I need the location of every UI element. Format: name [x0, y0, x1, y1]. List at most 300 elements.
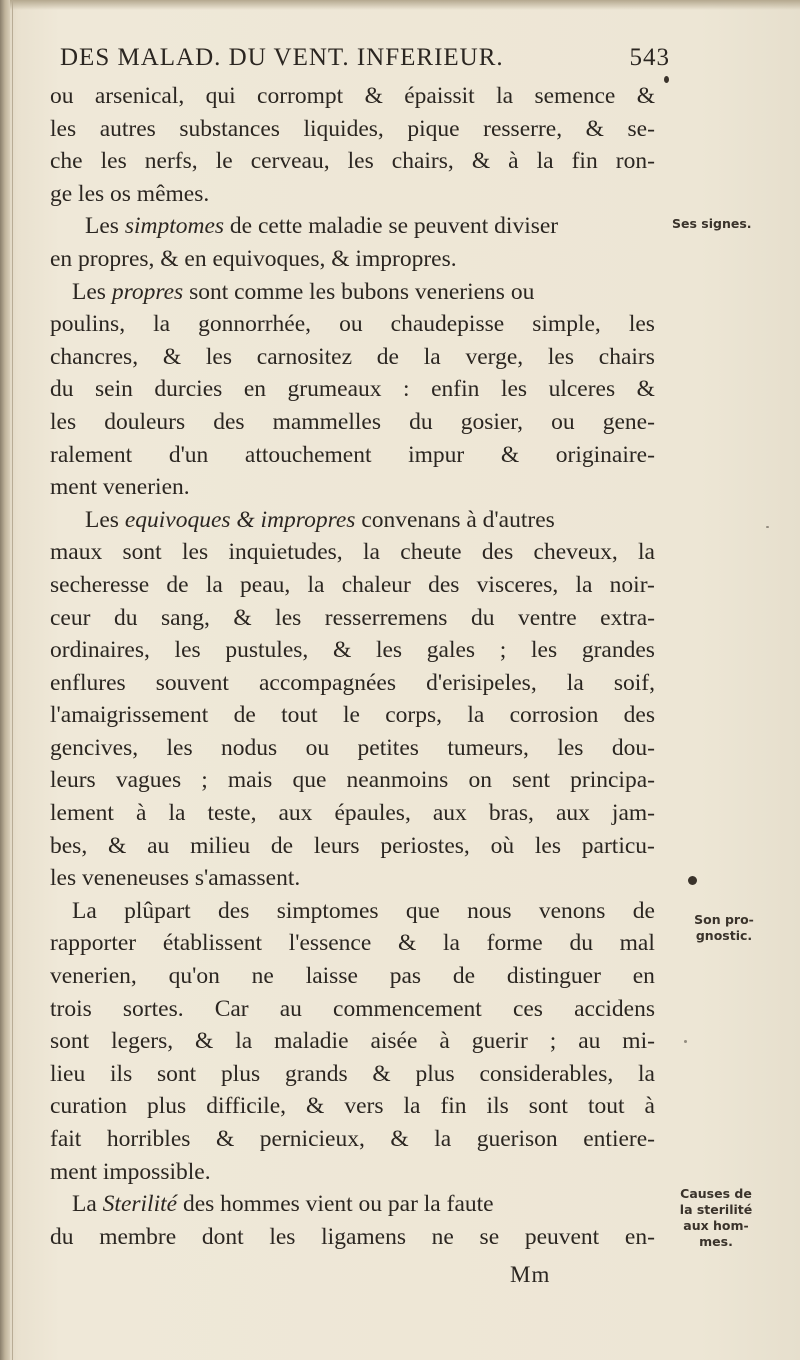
word: mal [619, 930, 655, 957]
word: où [490, 832, 515, 859]
text-line [50, 764, 655, 797]
word: de [632, 897, 655, 924]
word: maux [50, 539, 103, 566]
word: nodus [221, 734, 278, 761]
word: sent [512, 767, 550, 794]
word: poulins, [50, 311, 126, 338]
word: les [557, 734, 584, 761]
italic-term: propres [111, 278, 184, 305]
word: la [467, 702, 485, 729]
word: accidens [574, 995, 655, 1022]
word: les [275, 604, 302, 631]
margin-note-signes [672, 216, 782, 232]
word: de [166, 571, 189, 598]
word: ; [201, 767, 208, 794]
word: membre [99, 1223, 177, 1250]
word: corps, [385, 702, 442, 729]
word: le [342, 702, 360, 729]
word: ou [50, 83, 74, 109]
word: ils [486, 1093, 509, 1120]
word: inquietudes, [228, 539, 343, 566]
word: mi- [622, 1028, 655, 1055]
word: plus [221, 1060, 261, 1087]
word: pernicieux, [259, 1126, 365, 1152]
text-line [50, 113, 655, 146]
text-line [50, 178, 655, 211]
text-line [50, 797, 655, 830]
word: au [147, 832, 170, 859]
word: enflures [50, 669, 126, 696]
line-lead [72, 1188, 494, 1221]
word: mammelles [272, 408, 381, 435]
line-lead [85, 210, 558, 243]
line-text: sont comme les bubons veneriens ou [189, 278, 535, 305]
text-line [50, 862, 655, 895]
word: en [632, 963, 655, 990]
word: pustules, [225, 637, 309, 664]
word: chairs, [391, 148, 454, 175]
text-line [50, 341, 655, 374]
word: maladie [274, 1028, 349, 1055]
word: peau, [240, 571, 291, 598]
word: d'erisipeles, [426, 669, 537, 696]
word: legers, [111, 1028, 174, 1055]
text-line [50, 145, 655, 178]
ink-speck [766, 526, 769, 528]
text-line [50, 634, 655, 667]
word: que [292, 767, 327, 794]
word: venerien, [50, 963, 137, 990]
word: trois [50, 995, 92, 1022]
text-line [50, 993, 655, 1026]
word: à [508, 148, 519, 175]
word: de [452, 963, 476, 990]
paragraph-start-line [50, 504, 655, 537]
word: simptomes [276, 897, 379, 924]
word: la [362, 539, 380, 566]
word: l'amaigrissement [50, 702, 209, 729]
word: ; [499, 637, 507, 664]
word: à [644, 1093, 655, 1120]
word: les [534, 832, 561, 859]
word: leurs [50, 767, 96, 794]
word: la [442, 930, 460, 957]
word: les [182, 539, 209, 566]
word: durcies [154, 376, 223, 403]
word: neanmoins [346, 767, 449, 794]
ink-speck [684, 1040, 687, 1043]
word: qui [205, 83, 236, 109]
word: la [536, 148, 554, 175]
word: au [279, 995, 302, 1022]
word: La [72, 897, 97, 924]
lead-word: La [72, 1191, 97, 1218]
word: attouchement [244, 441, 372, 468]
line-text: les veneneuses s'amassent. [50, 865, 301, 892]
word: particu- [581, 832, 655, 859]
word: laisse [305, 963, 358, 990]
word: vers [344, 1093, 384, 1120]
word: ou [305, 734, 330, 761]
word: lieu [50, 1060, 86, 1087]
word: plûpart [124, 897, 191, 924]
word: la [434, 1126, 452, 1152]
word: épaules, [334, 800, 411, 827]
word: resserre, [483, 115, 563, 142]
margin-note-text: Causes de [680, 1186, 752, 1201]
word: originaire- [555, 441, 655, 468]
word: curation [50, 1093, 127, 1120]
word: la [307, 571, 325, 598]
ink-speck [664, 76, 669, 83]
ink-speck [688, 876, 697, 885]
word: guerir [471, 1028, 528, 1055]
word: petites [357, 734, 419, 761]
word: lement [50, 800, 114, 827]
word: ne [251, 963, 274, 990]
word: la [575, 571, 593, 598]
word: les [269, 1223, 296, 1250]
word: épaissit [404, 83, 475, 109]
word: la [235, 1028, 253, 1055]
word: soif, [613, 669, 655, 696]
lead-word: Les [85, 506, 119, 533]
word: gales [426, 637, 476, 664]
text-line [50, 1025, 655, 1058]
word: ventre [517, 604, 577, 631]
word: qu'on [168, 963, 220, 990]
page-top-shadow [0, 0, 800, 10]
word: grandes [581, 637, 655, 664]
word: de [233, 702, 256, 729]
word: les [347, 148, 374, 175]
word: considerables, [479, 1060, 614, 1087]
italic-term: Sterilité [102, 1191, 178, 1218]
word: du [113, 604, 138, 631]
word: sont [122, 539, 162, 566]
word: du [470, 604, 495, 631]
word: aux [555, 800, 590, 827]
word: les [50, 115, 77, 142]
text-line [50, 1090, 655, 1123]
word: ou [339, 311, 363, 338]
text-line [50, 439, 655, 472]
word: la [423, 343, 441, 370]
word: tout [281, 702, 318, 729]
word: gene- [602, 408, 655, 435]
running-head-title: DES MALAD. DU VENT. INFERIEUR. [60, 44, 504, 71]
word: des [213, 408, 245, 435]
lead-word: Les [85, 213, 119, 240]
word: & [332, 637, 352, 664]
word: & [372, 1060, 391, 1087]
margin-note-text: aux hom- [683, 1218, 749, 1233]
word: pique [407, 115, 460, 142]
word: ulceres [548, 376, 616, 403]
word: sont [528, 1093, 568, 1120]
text-line [50, 602, 655, 635]
margin-note-text: Ses signes. [672, 216, 752, 231]
word: fin [440, 1093, 467, 1120]
page-binding-edge [0, 0, 10, 1360]
text-line [50, 471, 655, 504]
word: en [243, 376, 267, 403]
word: ces [512, 995, 543, 1022]
line-text: ment venerien. [50, 474, 190, 501]
word: souvent [155, 669, 229, 696]
word: sein [95, 376, 133, 403]
word: & [397, 930, 417, 957]
word: & [585, 115, 604, 142]
text-line [50, 1123, 655, 1156]
word: nous [467, 897, 512, 924]
word: commencement [333, 995, 482, 1022]
word: & [215, 1126, 235, 1152]
body-text [50, 80, 655, 1253]
word: difficile, [206, 1093, 287, 1120]
text-line [50, 1058, 655, 1091]
word: forme [486, 930, 543, 957]
word: gencives, [50, 734, 139, 761]
word: milieu [190, 832, 251, 859]
word: corrosion [509, 702, 599, 729]
margin-note-causes [666, 1186, 766, 1250]
word: plus [415, 1060, 455, 1087]
text-line [50, 373, 655, 406]
word: en- [624, 1223, 655, 1250]
word: du [569, 930, 593, 957]
word: peuvent [524, 1223, 600, 1250]
word: la [403, 1093, 421, 1120]
word: semence [534, 83, 616, 109]
word: tumeurs, [447, 734, 529, 761]
word: chairs [598, 343, 655, 370]
word: on [468, 767, 492, 794]
word: & [162, 343, 182, 370]
paragraph-start-line [50, 210, 655, 243]
word: che [50, 148, 83, 175]
word: gosier, [460, 408, 524, 435]
word: les [166, 734, 193, 761]
text-line [50, 406, 655, 439]
paragraph-start-line [50, 276, 655, 309]
word: noir- [609, 571, 655, 598]
word: à [136, 800, 147, 827]
word: aux [432, 800, 467, 827]
word: corrompt [257, 83, 344, 109]
word: fin [571, 148, 598, 175]
word: les [375, 637, 403, 664]
line-text: ge les os mêmes. [50, 180, 210, 207]
word: & [500, 441, 520, 468]
word: teste, [207, 800, 257, 827]
margin-note-text: la sterilité [679, 1202, 753, 1217]
margin-note-text: mes. [699, 1234, 733, 1249]
word: ne [431, 1223, 454, 1250]
word: jam- [611, 800, 655, 827]
text-line [50, 80, 655, 113]
word: la [638, 539, 655, 566]
word: la [168, 800, 186, 827]
line-text: de cette maladie se peuvent diviser [229, 213, 559, 240]
word: la [566, 669, 584, 696]
paragraph-start-line [50, 1188, 655, 1221]
word: la [638, 1060, 655, 1087]
word: douleurs [104, 408, 186, 435]
italic-term: equivoques & impropres [124, 506, 356, 533]
word: ils [110, 1060, 133, 1087]
word: ou [551, 408, 575, 435]
lead-word: Les [72, 278, 106, 305]
word: cheute [400, 539, 462, 566]
italic-term: simptomes [124, 213, 225, 240]
text-line [50, 960, 655, 993]
word: les [628, 311, 655, 338]
word: extra- [600, 604, 655, 631]
word: la [205, 571, 223, 598]
word: simple, [532, 311, 601, 338]
line-lead [85, 504, 555, 537]
word: sont [157, 1060, 197, 1087]
word: de [270, 832, 294, 859]
word: & [108, 832, 127, 859]
word: & [364, 83, 383, 109]
line-text: convenans à d'autres [361, 506, 555, 533]
word: : [403, 376, 410, 403]
word: d'un [168, 441, 209, 468]
word: se- [627, 115, 655, 142]
word: des [428, 571, 460, 598]
word: & [471, 148, 491, 175]
word: bras, [488, 800, 534, 827]
word: grumeaux [287, 376, 382, 403]
word: aux [278, 800, 313, 827]
margin-note-text: Son pro- [694, 912, 754, 927]
word: ; [549, 1028, 557, 1055]
text-line [50, 927, 655, 960]
word: visceres, [476, 571, 559, 598]
word: nerfs, [144, 148, 198, 175]
word: carnositez [256, 343, 353, 370]
line-text: en propres, & en equivoques, & impropres. [50, 245, 457, 272]
word: verge, [465, 343, 524, 370]
margin-note-text: gnostic. [695, 928, 753, 943]
line-text: ment impossible. [50, 1158, 211, 1185]
word: gonnorrhée, [198, 311, 312, 338]
word: les [500, 376, 528, 403]
text-line [50, 732, 655, 765]
word: cerveau, [250, 148, 330, 175]
word: les [50, 408, 77, 435]
text-line [50, 243, 655, 276]
word: la [153, 311, 171, 338]
word: fait [50, 1126, 82, 1152]
word: sont [50, 1028, 90, 1055]
word: du [50, 1223, 74, 1250]
line-lead [72, 276, 534, 309]
word: plus [147, 1093, 187, 1120]
word: mais [227, 767, 273, 794]
word: cheveux, [533, 539, 618, 566]
word: dou- [611, 734, 655, 761]
word: & [306, 1093, 325, 1120]
word: accompagnées [258, 669, 396, 696]
word: Car [214, 995, 249, 1022]
word: dont [201, 1223, 244, 1250]
word: guerison [476, 1126, 558, 1152]
text-line [50, 1156, 655, 1189]
word: arsenical, [94, 83, 185, 109]
text-line [50, 1221, 655, 1254]
word: chaleur [341, 571, 411, 598]
word: venons [538, 897, 606, 924]
paragraph-start-line [50, 895, 655, 928]
word: établissent [162, 930, 263, 957]
text-line [50, 667, 655, 700]
word: principa- [570, 767, 655, 794]
text-line [50, 699, 655, 732]
word: liquides, [303, 115, 384, 142]
word: de [376, 343, 399, 370]
word: bes, [50, 832, 88, 859]
word: tout [587, 1093, 625, 1120]
word: ordinaires, [50, 637, 150, 664]
text-line [50, 830, 655, 863]
word: impur [408, 441, 465, 468]
word: ralement [50, 441, 133, 468]
word: les [531, 637, 558, 664]
word: pas [389, 963, 422, 990]
page-number: 543 [629, 44, 670, 71]
word: des [623, 702, 655, 729]
word: ceur [50, 604, 91, 631]
word: distinguer [506, 963, 601, 990]
word: ligamens [321, 1223, 406, 1250]
word: le [215, 148, 233, 175]
word: sortes. [122, 995, 184, 1022]
word: les [100, 148, 127, 175]
binding-line [12, 0, 13, 1360]
word: & [636, 376, 655, 403]
word: & [390, 1126, 409, 1152]
word: chaudepisse [390, 311, 505, 338]
word: horribles [106, 1126, 191, 1152]
word: & [636, 83, 655, 109]
word: du [50, 376, 74, 403]
word: sang, [160, 604, 210, 631]
text-line [50, 536, 655, 569]
line-text: des hommes vient ou par la faute [182, 1191, 494, 1218]
word: & [233, 604, 252, 631]
text-line [50, 308, 655, 341]
word: periostes, [380, 832, 470, 859]
word: resserremens [324, 604, 448, 631]
word: leurs [313, 832, 360, 859]
word: des [218, 897, 250, 924]
word: les [547, 343, 574, 370]
word: rapporter [50, 930, 137, 957]
word: secheresse [50, 571, 150, 598]
word: vagues [115, 767, 182, 794]
signature-mark: Mm [510, 1262, 551, 1287]
word: des [481, 539, 514, 566]
word: au [578, 1028, 601, 1055]
word: les [174, 637, 201, 664]
word: les [205, 343, 232, 370]
word: aisée [370, 1028, 418, 1055]
word: chancres, [50, 343, 139, 370]
word: du [409, 408, 433, 435]
